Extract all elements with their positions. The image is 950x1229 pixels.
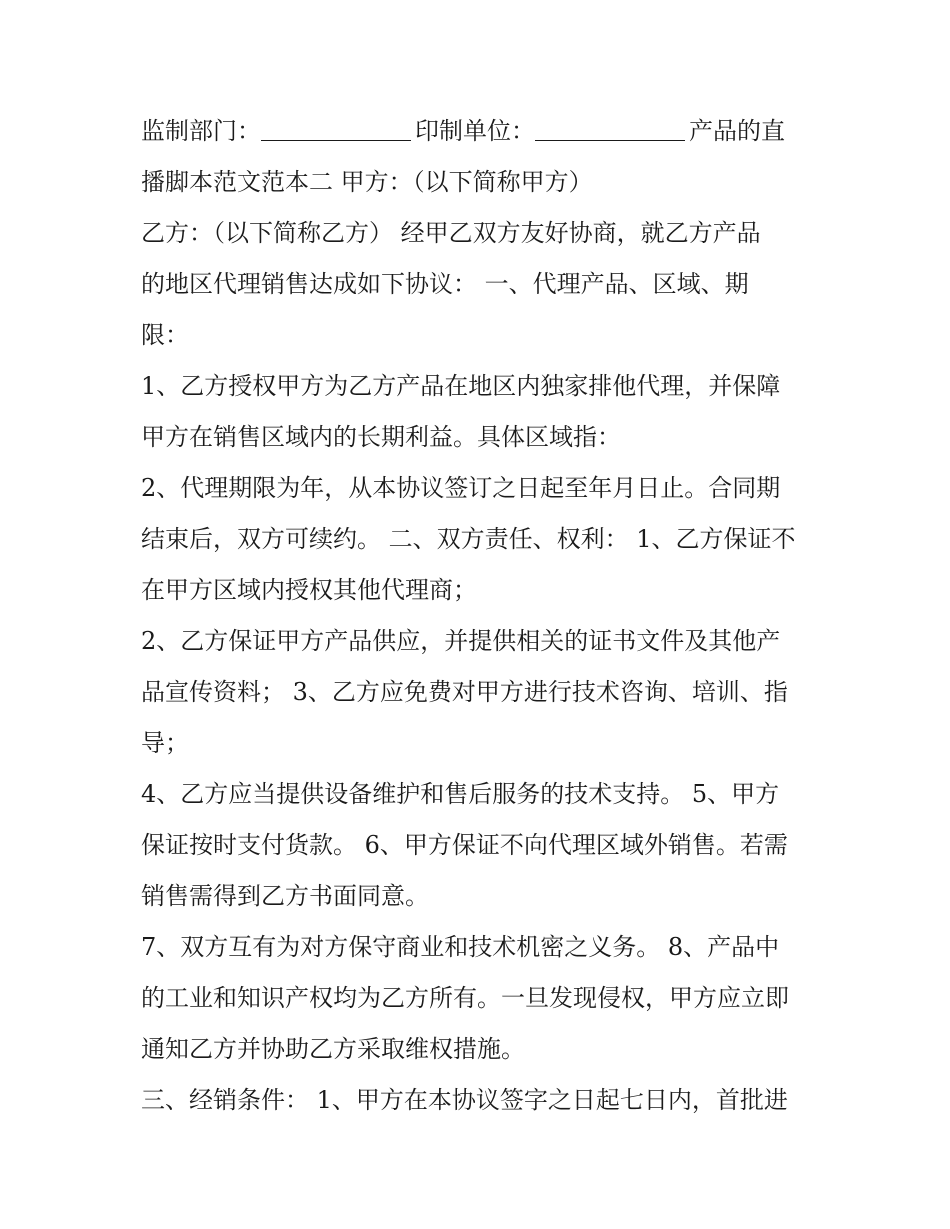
header-line — [141, 106, 813, 157]
text-line: 2、乙方保证甲方产品供应，并提供相关的证书文件及其他产 — [141, 627, 781, 655]
text-line: 的地区代理销售达成如下协议： 一、代理产品、区域、期 — [141, 270, 749, 298]
text-line: 1、乙方授权甲方为乙方产品在地区内独家排他代理，并保障 — [141, 372, 781, 400]
text-line: 导； — [141, 729, 189, 757]
text-line: 播脚本范文范本二 甲方：（以下简称甲方） — [141, 168, 593, 196]
text-line: 通知乙方并协助乙方采取维权措施。 — [141, 1035, 525, 1063]
text-line: 7、双方互有为对方保守商业和技术机密之义务。 8、产品中 — [141, 933, 780, 961]
supervise-label: 监制部门： — [141, 117, 261, 145]
text-line: 结束后，双方可续约。 二、双方责任、权利： 1、乙方保证不 — [141, 525, 796, 553]
text-line: 品宣传资料； 3、乙方应免费对甲方进行技术咨询、培训、指 — [141, 678, 788, 706]
text-line: 销售需得到乙方书面同意。 — [141, 882, 429, 910]
print-blank — [535, 116, 685, 141]
text-line: 三、经销条件： 1、甲方在本协议签字之日起七日内，首批进 — [141, 1086, 788, 1114]
text-line: 甲方在销售区域内的长期利益。具体区域指： — [141, 423, 621, 451]
text-line: 保证按时支付货款。 6、甲方保证不向代理区域外销售。若需 — [141, 831, 788, 859]
text-line: 在甲方区域内授权其他代理商； — [141, 576, 477, 604]
supervise-blank — [261, 116, 411, 141]
header-tail: 产品的直 — [689, 117, 785, 145]
text-line: 4、乙方应当提供设备维护和售后服务的技术支持。 5、甲方 — [141, 780, 780, 808]
text-line: 的工业和知识产权均为乙方所有。一旦发现侵权，甲方应立即 — [141, 984, 789, 1012]
text-line: 2、代理期限为年，从本协议签订之日起至年月日止。合同期 — [141, 474, 781, 502]
document-body — [141, 106, 813, 1126]
text-line: 限： — [141, 321, 189, 349]
print-label: 印制单位： — [415, 117, 535, 145]
text-line: 乙方：（以下简称乙方） 经甲乙双方友好协商，就乙方产品 — [141, 219, 761, 247]
